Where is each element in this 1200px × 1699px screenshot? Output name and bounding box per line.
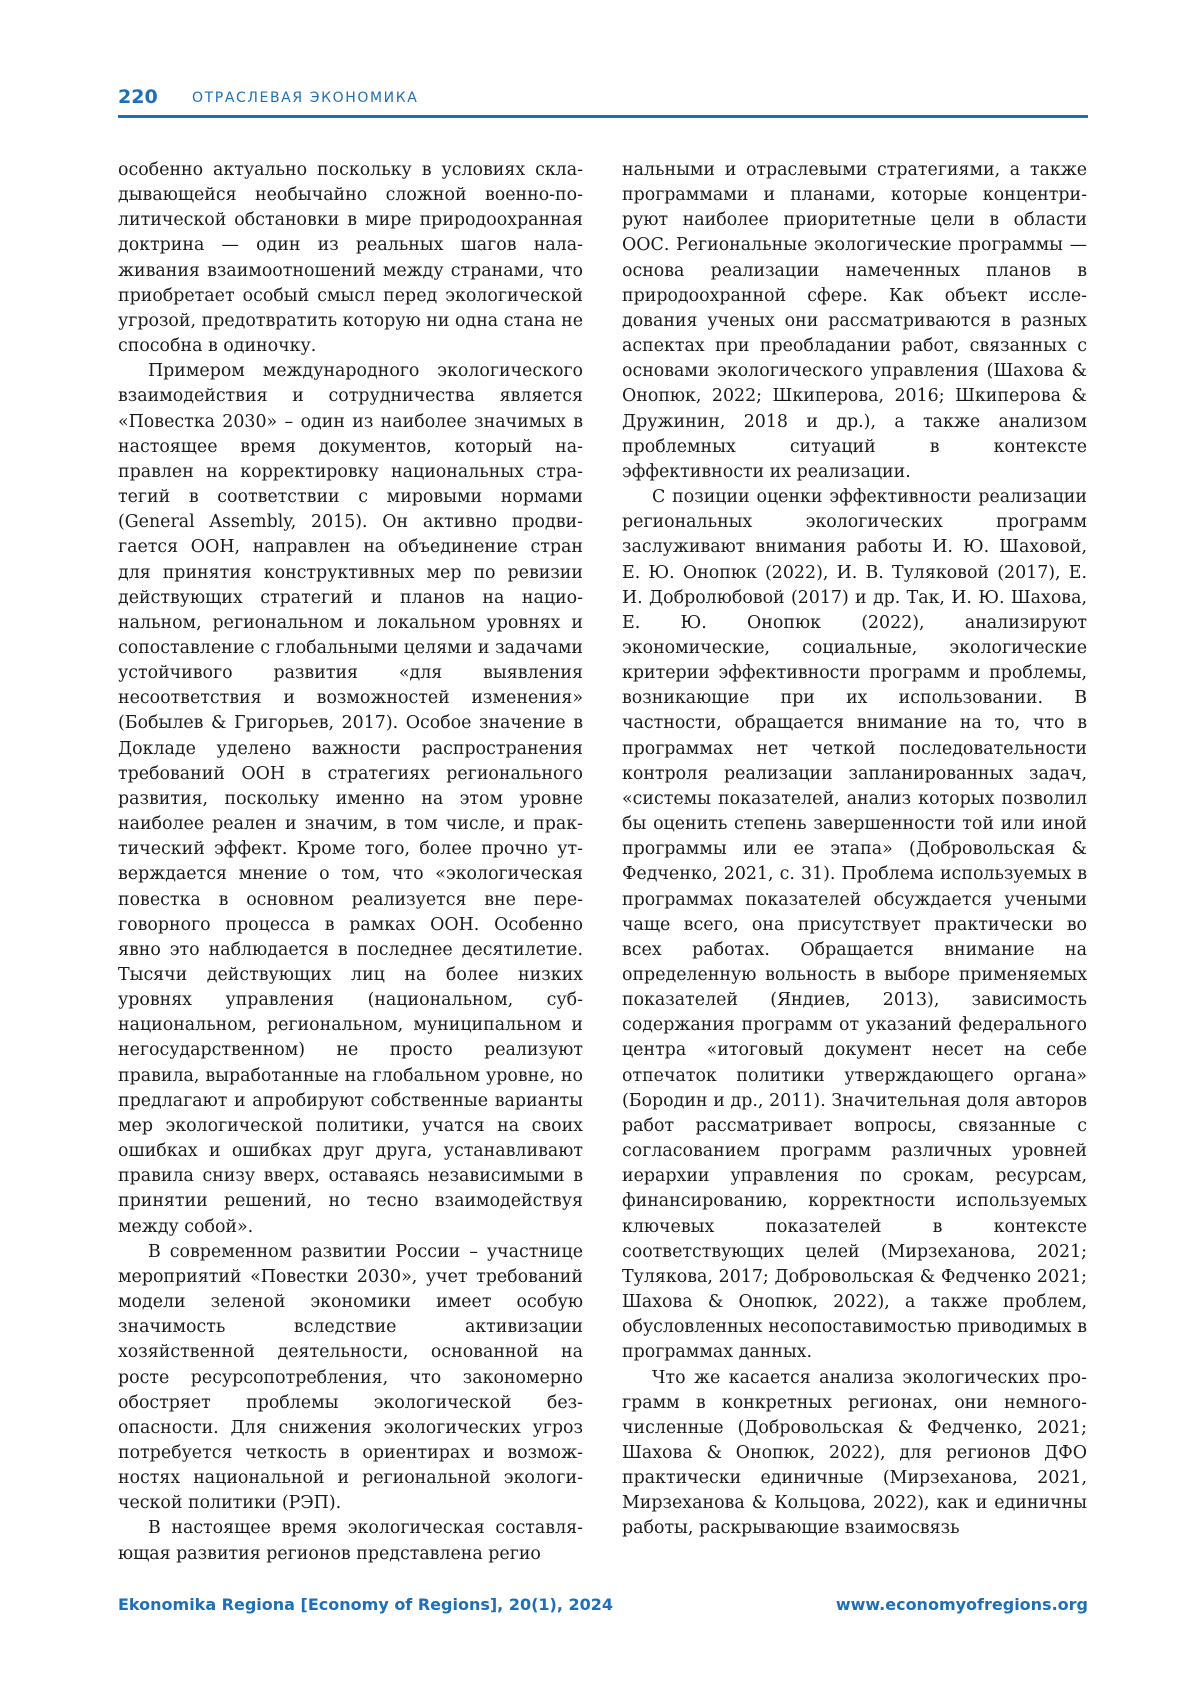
paragraph: особенно актуально поскольку в условиях складывающейся необычайно сложной военно-политической обстановки в мире природоохранная доктрина — один из реальных шагов налаживания взаимоотношений между странами, что приобретает особый смысл перед экологической угрозой, предотвратить которую ни одна стана не способна в одиночку. — [118, 160, 583, 357]
paragraph: В настоящее время экологическая составляющая развития регионов представлена регио — [118, 1518, 583, 1564]
paragraph: С позиции оценки эффективности реализации региональных экологических программ заслуживают внимания работы И. Ю. Шаховой, Е. Ю. Онопюк (2022), И. В. Туляковой (2017), Е. И. Добролюбовой (2017) и др. Так, И. Ю. Шахова, Е. Ю. Онопюк (2022), анализируют экономические, социальные, экологические критерии эффективности программ и проблемы, возникающие при их использовании. В частности, обращается внимание на то, что в программах нет четкой последовательности контроля реализации запланированных задач, «системы показателей, анализ которых позволил бы оценить степень завершенности той или иной программы или ее этапа» (Добровольская & Федченко, 2021, с. 31). Проблема используемых в программах показателей обсуждается учеными чаще всего, она присутствует практически во всех работах. Обращается внимание на определенную вольность в выборе применяемых показателей (Яндиев, 2013), зависимость содержания программ от указаний федерального центра «итоговый документ несет на себе отпечаток политики утверждающего органа» (Бородин и др., 2011). Значительная доля авторов работ рассматривает вопросы, связанные с согласованием программ различных уровней иерархии управления по срокам, ресурсам, финансированию, корректности используемых ключевых показателей в контексте соответствующих целей (Мирзеханова, 2021; Тулякова, 2017; Добровольская & Федченко 2021; Шахова & Онопюк, 2022), а также проблем, обусловленных несопоставимостью приводимых в программах данных. — [622, 487, 1087, 1363]
running-header — [118, 80, 1088, 120]
paragraph: Примером международного экологического взаимодействия и сотрудничества является «Повестка 2030» – один из наиболее значимых в настоящее время документов, который направлен на корректировку национальных стратегий в соответствии с мировыми нормами (General Assembly, 2015). Он активно продвигается ООН, направлен на объединение стран для принятия конструктивных мер по ревизии действующих стратегий и планов на национальном, региональном и локальном уровнях и сопоставление с глобальными целями и задачами устойчивого развития «для выявления несоответствия и возможностей изменения» (Бобылев & Григорьев, 2017). Особое значение в Докладе уделено важности распространения требований ООН в стратегиях регионального развития, поскольку именно на этом уровне наиболее реален и значим, в том числе, и практический эффект. Кроме того, более прочно утверждается мнение о том, что «экологическая повестка в основном реализуется вне переговорного процесса в рамках ООН. Особенно явно это наблюдается в последнее десятилетие. Тысячи действующих лиц на более низких уровнях управления (национальном, субнациональном, региональном, муниципальном и негосударственном) не просто реализуют правила, выработанные на глобальном уровне, но предлагают и апробируют собственные варианты мер экологической политики, учатся на своих ошибках и ошибках друг друга, устанавливают правила снизу вверх, оставаясь независимыми в принятии решений, но тесно взаимодействуя между собой». — [118, 361, 583, 1237]
section-title: ОТРАСЛЕВАЯ ЭКОНОМИКА — [192, 90, 419, 106]
footer-url[interactable]: www.economyofregions.org — [835, 1595, 1088, 1614]
paragraph: нальными и отраслевыми стратегиями, а также программами и планами, которые концентрируют наиболее приоритетные цели в области ООС. Региональные экологические программы — основа реализации намеченных планов в природоохранной сфере. Как объект исследования ученых они рассматриваются в разных аспектах при преобладании работ, связанных с основами экологического управления (Шахова & Онопюк, 2022; Шкиперова, 2016; Шкиперова & Дружинин, 2018 и др.), а также анализом проблемных ситуаций в контексте эффективности их реализации. — [622, 160, 1087, 482]
footer-journal: Ekonomika Regiona [Economy of Regions], 20(1), 2024 — [118, 1595, 614, 1614]
page-number: 220 — [118, 86, 158, 108]
header-rule — [118, 115, 1088, 118]
paragraph: В современном развитии России – участнице мероприятий «Повестки 2030», учет требований модели зеленой экономики имеет особую значимость вследствие активизации хозяйственной деятельности, основанной на росте ресурсопотребления, что закономерно обостряет проблемы экологической безопасности. Для снижения экологических угроз потребуется четкость в ориентирах и возможностях национальной и региональной экологической политики (РЭП). — [118, 1241, 583, 1514]
left-column — [118, 158, 583, 1567]
right-column — [622, 158, 1087, 1542]
paragraph: Что же касается анализа экологических программ в конкретных регионах, они немногочисленные (Добровольская & Федченко, 2021; Шахова & Онопюк, 2022), для регионов ДФО практически единичные (Мирзеханова, 2021, Мирзеханова & Кольцова, 2022), как и единичны работы, раскрывающие взаимосвязь — [622, 1367, 1087, 1539]
